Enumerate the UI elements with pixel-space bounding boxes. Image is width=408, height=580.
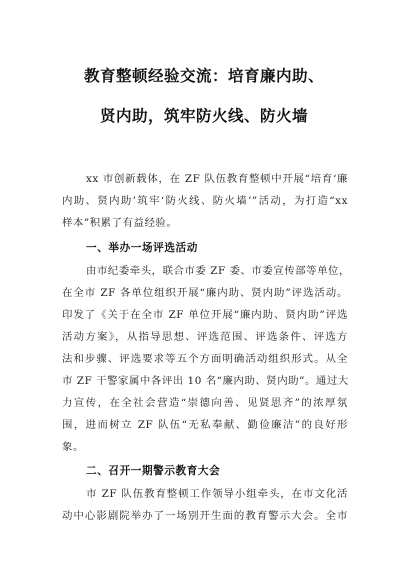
section-2-line: 动中心影剧院举办了一场别开生面的教育警示大会。全市 (62, 510, 348, 522)
section-2-heading: 二、召开一期警示教育大会 (86, 465, 221, 477)
intro-line: xx 市创新载体，在 ZF 队伍教育整顿中开展“培育‘廉 (86, 173, 348, 185)
document-title-line-2: 贤内助，筑牢防火线、防火墙 (99, 107, 308, 125)
section-2-line: 市 ZF 队伍教育整顿工作领导小组牵头，在市文化活 (86, 488, 348, 500)
section-1-line: 印发了《关于在全市 ZF 单位开展“廉内助、贤内助”评选 (62, 309, 348, 321)
section-1-line: 在全市 ZF 各单位组织开展“廉内助、贤内助”评选活动。 (62, 287, 348, 299)
section-1-line: 由市纪委牵头，联合市委 ZF 委、市委宣传部等单位， (86, 265, 350, 277)
document-title-line-1: 教育整顿经验交流：培育廉内助、 (83, 67, 324, 85)
section-1-line: 活动方案》，从指导思想、评选范围、评选条件、评选方 (62, 331, 348, 343)
intro-line: 内助、贤内助’筑牢‘防火线、防火墙’”活动，为打造“xx (62, 195, 348, 207)
section-1-line: 市 ZF 干警家属中各评出 10 名“廉内助、贤内助”。通过大 (62, 375, 349, 387)
section-1-line: 力宣传，在全社会营造“崇德向善、见贤思齐”的浓厚氛 (62, 397, 348, 409)
intro-line: 样本”积累了有益经验。 (62, 217, 178, 229)
section-1-heading: 一、举办一场评选活动 (86, 242, 198, 254)
section-1-line: 法和步骤、评选要求等五个方面明确活动组织形式。从全 (62, 353, 348, 365)
section-1-line: 围，进而树立 ZF 队伍“无私奉献、勤俭廉洁”的良好形 (62, 419, 348, 431)
section-1-line: 象。 (62, 441, 84, 453)
